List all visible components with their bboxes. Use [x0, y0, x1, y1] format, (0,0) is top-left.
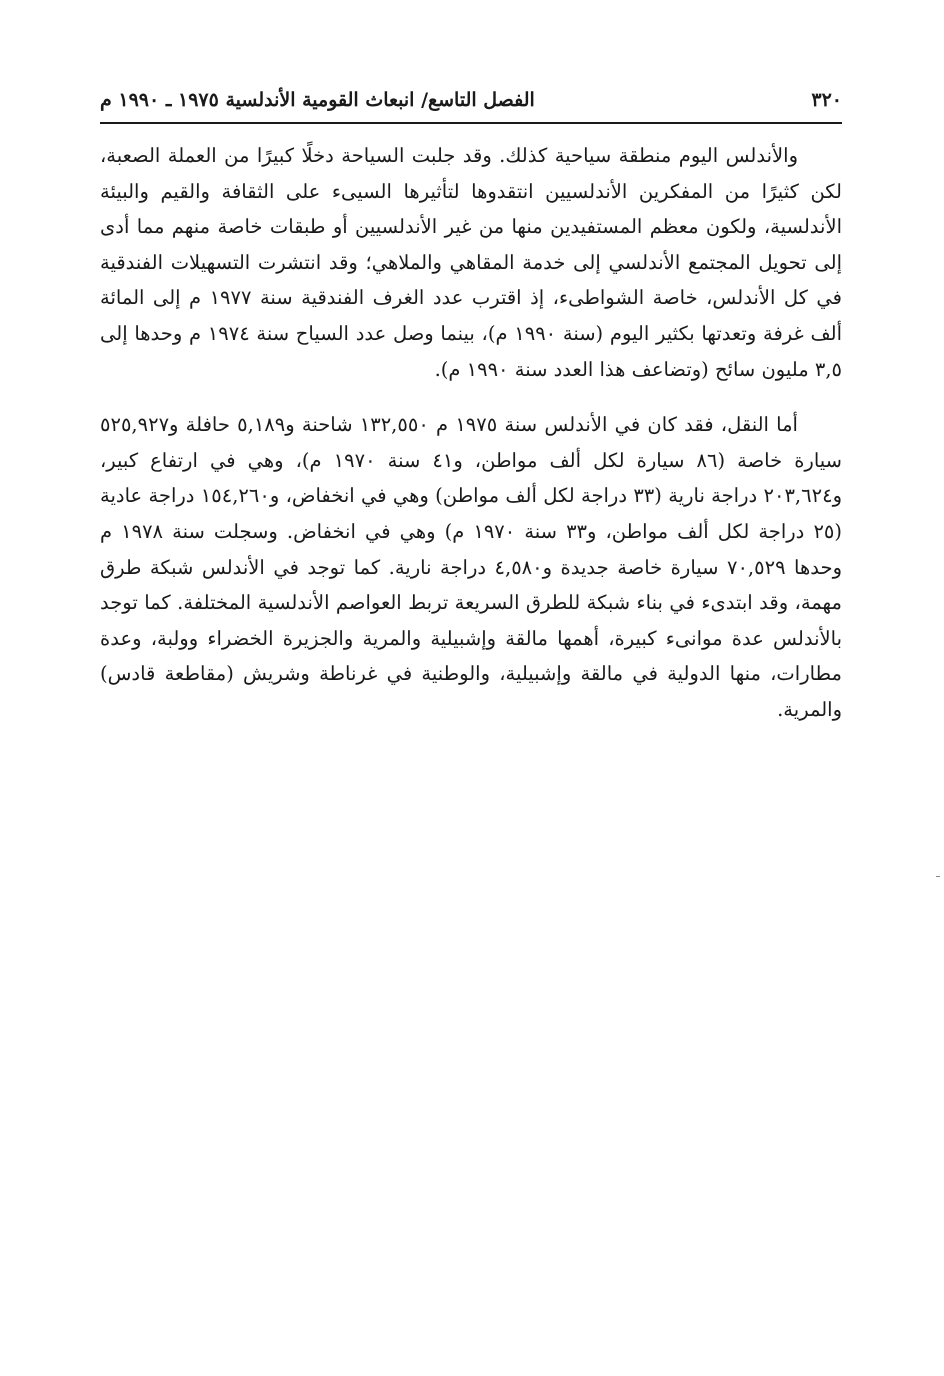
margin-mark: [936, 876, 940, 877]
page-header: [100, 80, 842, 120]
running-title: الفصل التاسع/ انبعاث القومية الأندلسية ١٩٧٥ ـ ١٩٩٠ م: [100, 89, 535, 111]
page-number: ٣٢٠: [811, 89, 842, 111]
paragraph-tourism: والأندلس اليوم منطقة سياحية كذلك. وقد جلبت السياحة دخلًا كبيرًا من العملة الصعبة، لكن كثيرًا من المفكرين الأندلسيين انتقدوها لتأثيرها السيىء على الثقافة والقيم والبيئة الأندلسية، ولكون معظم المستفيدين منها من غير الأندلسيين أو طبقات خاصة منهم مما أدى إلى تحويل المجتمع الأندلسي إلى خدمة المقاهي والملاهي؛ وقد انتشرت التسهيلات الفندقية في كل الأندلس، خاصة الشواطىء، إذ اقترب عدد الغرف الفندقية سنة ١٩٧٧ م إلى المائة ألف غرفة وتعدتها بكثير اليوم (سنة ١٩٩٠ م)، بينما وصل عدد السياح سنة ١٩٧٤ م وحدها إلى ٣,٥ مليون سائح (وتضاعف هذا العدد سنة ١٩٩٠ م).: [100, 144, 842, 381]
header-rule: [100, 122, 842, 124]
paragraph-transport: أما النقل، فقد كان في الأندلس سنة ١٩٧٥ م ١٣٢,٥٥٠ شاحنة و٥,١٨٩ حافلة و٥٢٥,٩٢٧ سيارة خاصة (٨٦ سيارة لكل ألف مواطن، و٤١ سنة ١٩٧٠ م)، وهي في ارتفاع كبير، و٢٠٣,٦٢٤ دراجة نارية (٣٣ دراجة لكل ألف مواطن) وهي في انخفاض، و١٥٤,٢٦٠ دراجة عادية (٢٥ دراجة لكل ألف مواطن، و٣٣ سنة ١٩٧٠ م) وهي في انخفاض. وسجلت سنة ١٩٧٨ م وحدها ٧٠,٥٢٩ سيارة خاصة جديدة و٤,٥٨٠ دراجة نارية. كما توجد في الأندلس شبكة طرق مهمة، وقد ابتدىء في بناء شبكة للطرق السريعة تربط العواصم الأندلسية المختلفة. كما توجد بالأندلس عدة موانىء كبيرة، أهمها مالقة وإشبيلية والمرية والجزيرة الخضراء وولبة، وعدة مطارات، منها الدولية في مالقة وإشبيلية، والوطنية في غرناطة وشريش (مقاطعة قادس) والمرية.: [100, 413, 843, 721]
body-text: [100, 138, 842, 728]
